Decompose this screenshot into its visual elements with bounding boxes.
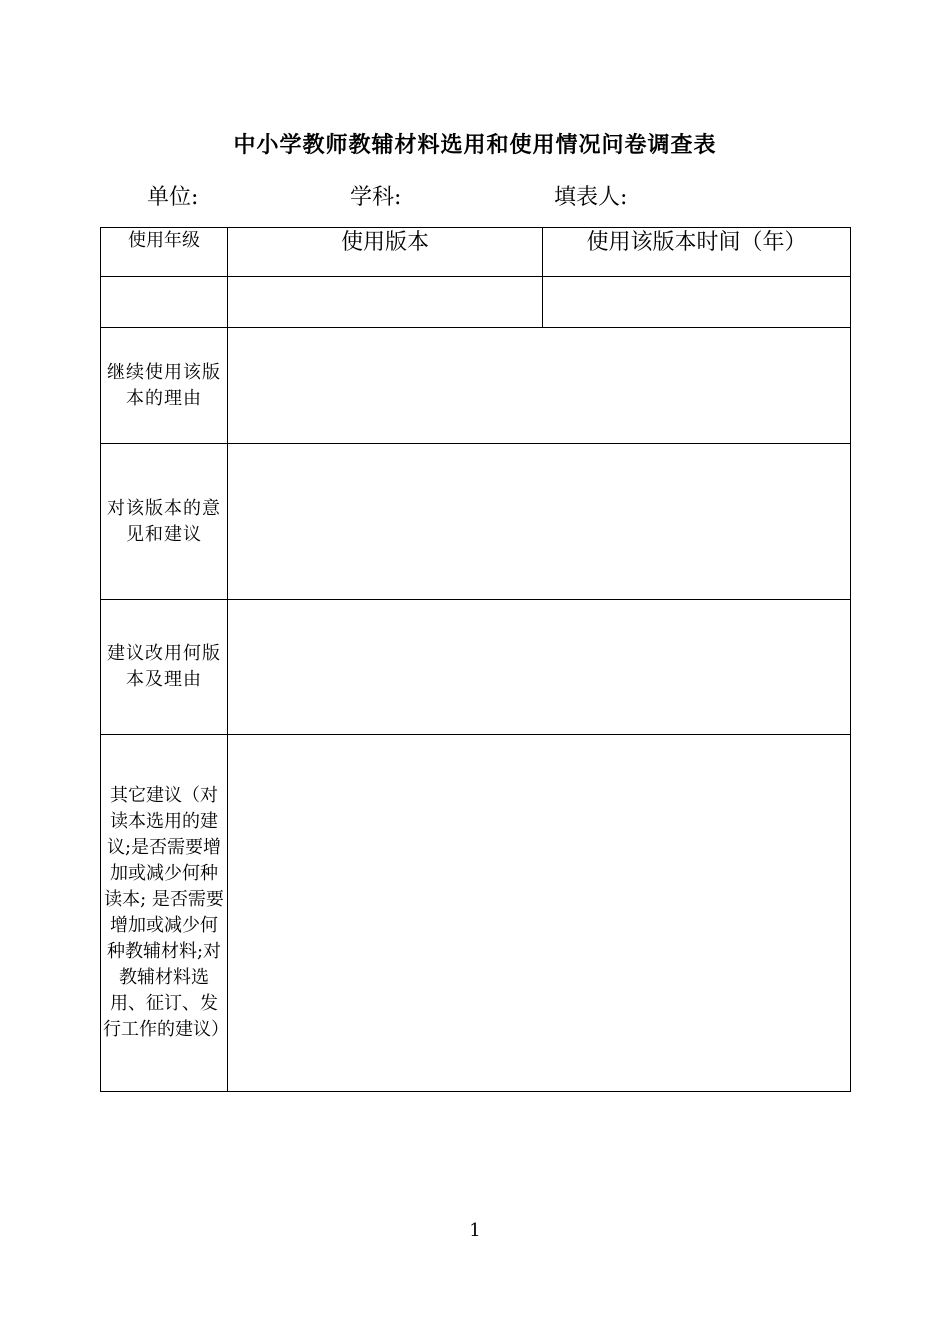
suggest-change-input-cell[interactable]	[228, 600, 851, 735]
opinions-label: 对该版本的意见和建议	[101, 444, 228, 600]
header-duration: 使用该版本时间（年）	[543, 228, 851, 277]
header-grade: 使用年级	[101, 228, 228, 277]
edition-input-cell[interactable]	[228, 277, 543, 328]
survey-table	[100, 227, 851, 1092]
subject-label: 学科:	[350, 185, 402, 210]
duration-input-cell[interactable]	[543, 277, 851, 328]
unit-label: 单位:	[147, 185, 199, 210]
opinions-input-cell[interactable]	[228, 444, 851, 600]
header-edition: 使用版本	[228, 228, 543, 277]
filler-label: 填表人:	[554, 185, 628, 210]
reason-continue-row	[101, 328, 851, 444]
form-title: 中小学教师教辅材料选用和使用情况问卷调查表	[233, 132, 717, 158]
opinions-row	[101, 444, 851, 600]
reason-continue-label: 继续使用该版本的理由	[101, 328, 228, 444]
other-suggestions-label: 其它建议（对读本选用的建议;是否需要增加或减少何种读本; 是否需要增加或减少何种教辅材料;对教辅材料选用、征订、发行工作的建议）	[101, 735, 228, 1092]
suggest-change-row	[101, 600, 851, 735]
grade-input-cell[interactable]	[101, 277, 228, 328]
entry-row	[101, 277, 851, 328]
other-suggestions-row	[101, 735, 851, 1092]
other-suggestions-input-cell[interactable]	[228, 735, 851, 1092]
header-row	[101, 228, 851, 277]
page-number: 1	[469, 1220, 481, 1241]
suggest-change-label: 建议改用何版本及理由	[101, 600, 228, 735]
reason-continue-input-cell[interactable]	[228, 328, 851, 444]
